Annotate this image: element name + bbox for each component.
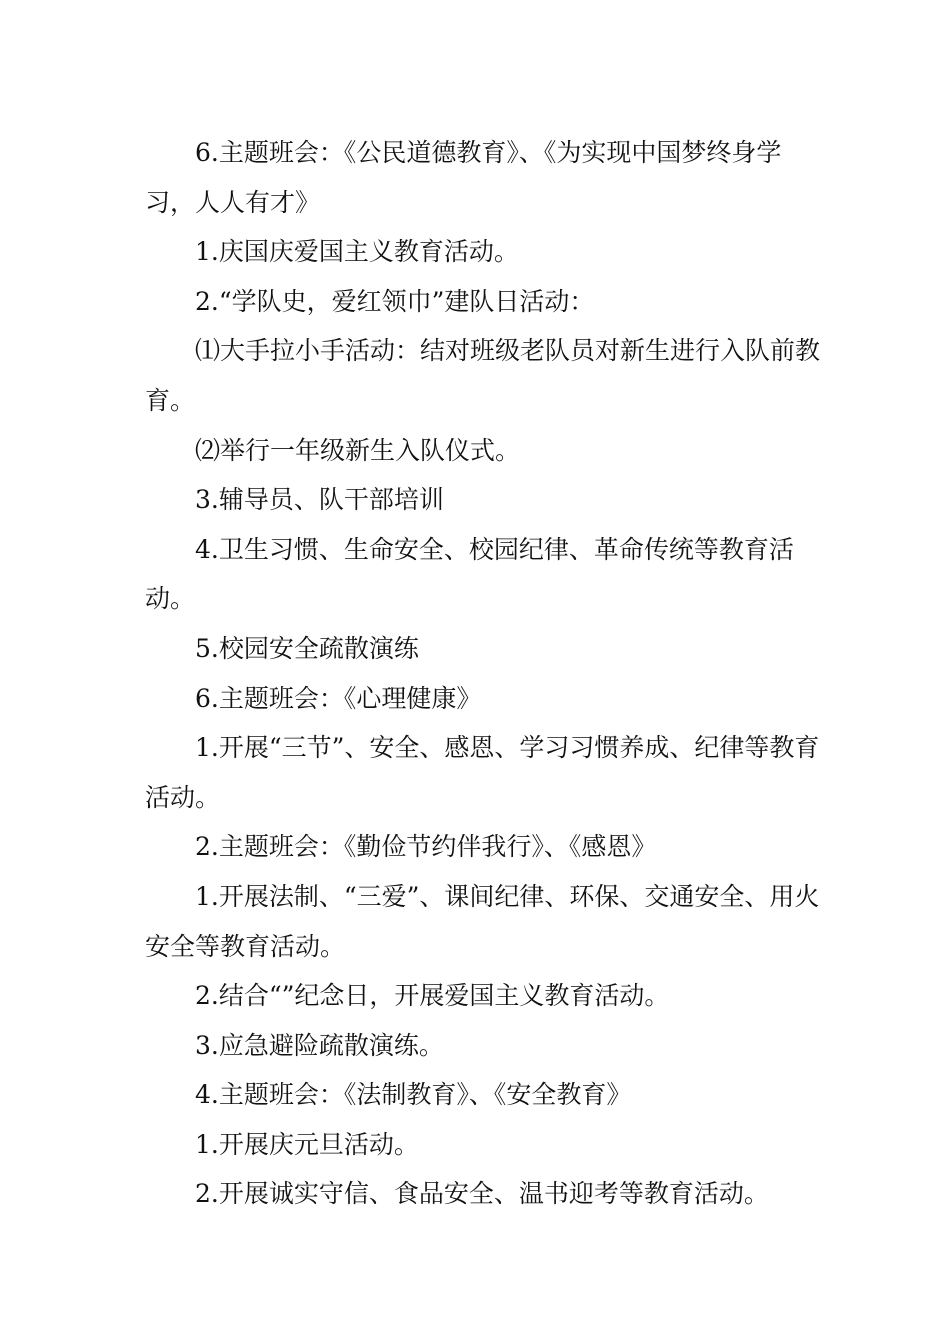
paragraph: 4.卫生习惯、生命安全、校园纪律、革命传统等教育活动。 [145, 534, 794, 614]
document-body [145, 128, 825, 1219]
paragraph: 2.“学队史，爱红领巾”建队日活动： [195, 286, 595, 316]
paragraph: 2.主题班会：《勤俭节约伴我行》、《感恩》 [195, 832, 657, 862]
paragraph: 1.开展“三节”、安全、感恩、学习习惯养成、纪律等教育活动。 [145, 733, 820, 812]
paragraph: 3.应急避险疏散演练。 [195, 1030, 444, 1060]
paragraph: 1.开展庆元旦活动。 [195, 1129, 419, 1159]
paragraph: 4.主题班会：《法制教育》、《安全教育》 [195, 1080, 632, 1110]
paragraph: 1.庆国庆爱国主义教育活动。 [195, 237, 519, 267]
paragraph: ⑴大手拉小手活动：结对班级老队员对新生进行入队前教育。 [145, 336, 821, 415]
paragraph: 6.主题班会：《公民道德教育》、《为实现中国梦终身学习，人人有才》 [145, 138, 782, 217]
paragraph: 2.开展诚实守信、食品安全、温书迎考等教育活动。 [195, 1179, 769, 1209]
paragraph: ⑵举行一年级新生入队仪式。 [195, 435, 521, 465]
paragraph: 1.开展法制、“三爱”、课间纪律、环保、交通安全、用火安全等教育活动。 [145, 881, 820, 961]
paragraph: 3.辅导员、队干部培训 [195, 485, 444, 515]
paragraph: 2.结合“”纪念日，开展爱国主义教育活动。 [195, 981, 670, 1011]
paragraph: 5.校园安全疏散演练 [195, 633, 419, 663]
paragraph: 6.主题班会：《心理健康》 [195, 683, 482, 713]
